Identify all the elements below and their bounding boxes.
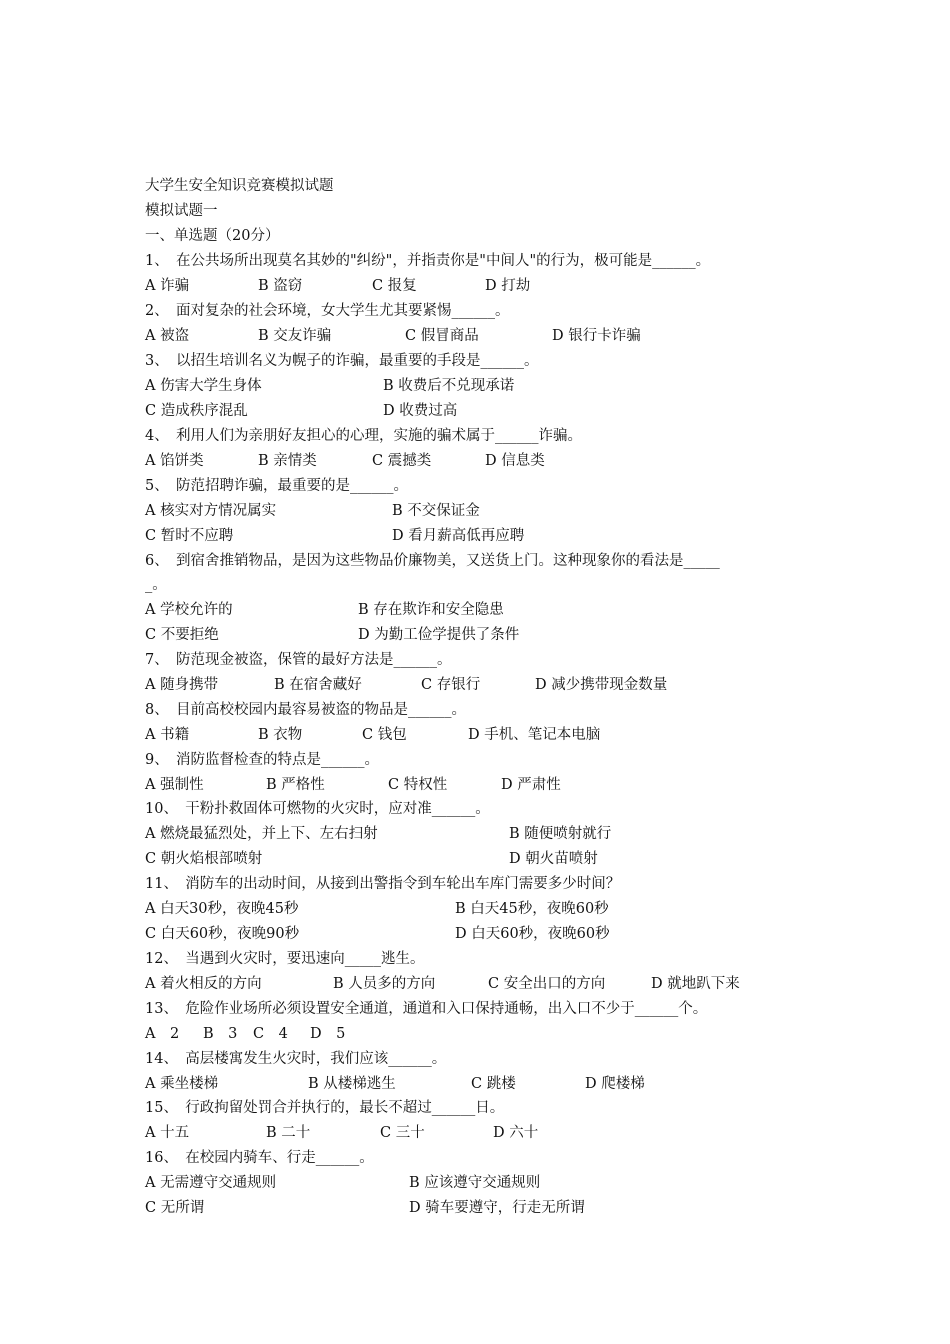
question-5: 5、 防范招聘诈骗，最重要的是______。 — [145, 478, 408, 494]
options-row — [145, 922, 825, 946]
option-c: C 跳楼 — [471, 1076, 516, 1092]
exam-subtitle: 模拟试题一 — [145, 203, 218, 219]
option-a: A 十五 — [145, 1125, 190, 1141]
option-b: B 盗窃 — [258, 278, 303, 294]
option-d: D 就地趴下来 — [651, 976, 740, 992]
option-c: C 4 — [253, 1026, 288, 1042]
option-d: D 为勤工俭学提供了条件 — [358, 627, 520, 643]
options-row — [145, 1072, 825, 1096]
options-row — [145, 1022, 825, 1046]
option-b: B 严格性 — [266, 777, 325, 793]
option-b: B 二十 — [266, 1125, 311, 1141]
options-row — [145, 449, 825, 473]
option-d: D 5 — [310, 1026, 346, 1042]
options-row — [145, 822, 825, 846]
option-a: A 馅饼类 — [145, 453, 204, 469]
option-b: B 衣物 — [258, 727, 303, 743]
option-d: D 信息类 — [485, 453, 545, 469]
option-a: A 2 — [145, 1026, 180, 1042]
question-7: 7、 防范现金被盗，保管的最好方法是______。 — [145, 652, 452, 668]
question-16: 16、 在校园内骑车、行走______。 — [145, 1150, 374, 1166]
options-row — [145, 972, 825, 996]
option-d: D 白天60秒，夜晚60秒 — [455, 926, 610, 942]
option-c: C 暂时不应聘 — [145, 528, 234, 544]
option-d: D 爬楼梯 — [585, 1076, 645, 1092]
options-row — [145, 1196, 825, 1220]
question-2: 2、 面对复杂的社会环境，女大学生尤其要紧惕______。 — [145, 303, 510, 319]
options-row — [145, 399, 825, 423]
options-row — [145, 897, 825, 921]
question-4: 4、 利用人们为亲朋好友担心的心理，实施的骗术属于______诈骗。 — [145, 428, 582, 444]
option-d: D 骑车要遵守，行走无所谓 — [409, 1200, 585, 1216]
option-d: D 打劫 — [485, 278, 531, 294]
option-d: D 银行卡诈骗 — [552, 328, 641, 344]
options-row — [145, 499, 825, 523]
option-d: D 朝火苗喷射 — [509, 851, 598, 867]
option-c: C 安全出口的方向 — [488, 976, 606, 992]
section-heading: 一、单选题（20分） — [145, 228, 280, 244]
option-b: B 白天45秒，夜晚60秒 — [455, 901, 609, 917]
option-d: D 手机、笔记本电脑 — [468, 727, 601, 743]
option-b: B 从楼梯逃生 — [308, 1076, 396, 1092]
option-a: A 随身携带 — [145, 677, 219, 693]
options-row — [145, 524, 825, 548]
question-15: 15、 行政拘留处罚合并执行的，最长不超过______日。 — [145, 1100, 505, 1116]
option-c: C 钱包 — [362, 727, 407, 743]
options-row — [145, 1121, 825, 1145]
option-c: C 存银行 — [421, 677, 481, 693]
option-a: A 燃烧最猛烈处，并上下、左右扫射 — [145, 826, 378, 842]
options-row — [145, 374, 825, 398]
question-9: 9、 消防监督检查的特点是______。 — [145, 752, 379, 768]
option-a: A 核实对方情况属实 — [145, 503, 277, 519]
option-b: B 收费后不兑现承诺 — [383, 378, 515, 394]
option-a: A 诈骗 — [145, 278, 190, 294]
option-a: A 无需遵守交通规则 — [145, 1175, 277, 1191]
option-c: C 白天60秒，夜晚90秒 — [145, 926, 300, 942]
option-c: C 朝火焰根部喷射 — [145, 851, 263, 867]
question-6 — [145, 549, 720, 599]
options-row — [145, 673, 825, 697]
question-6-line-1: 6、 到宿舍推销物品，是因为这些物品价廉物美，又送货上门。这种现象你的看法是_____ — [145, 553, 720, 569]
option-b: B 存在欺诈和安全隐患 — [358, 602, 504, 618]
option-c: C 震撼类 — [372, 453, 432, 469]
question-14: 14、 高层楼寓发生火灾时，我们应该______。 — [145, 1051, 447, 1067]
option-a: A 被盗 — [145, 328, 190, 344]
option-d: D 看月薪高低再应聘 — [392, 528, 525, 544]
option-d: D 六十 — [493, 1125, 539, 1141]
option-b: B 随便喷射就行 — [509, 826, 612, 842]
option-c: C 特权性 — [388, 777, 448, 793]
question-3: 3、 以招生培训名义为幌子的诈骗，最重要的手段是______。 — [145, 353, 539, 369]
option-d: D 减少携带现金数量 — [535, 677, 668, 693]
options-row — [145, 773, 825, 797]
option-a: A 白天30秒，夜晚45秒 — [145, 901, 299, 917]
options-row — [145, 623, 825, 647]
option-b: B 3 — [203, 1026, 238, 1042]
option-c: C 无所谓 — [145, 1200, 205, 1216]
option-b: B 人员多的方向 — [333, 976, 436, 992]
question-12: 12、 当遇到火灾时，要迅速向_____逃生。 — [145, 951, 425, 967]
option-a: A 书籍 — [145, 727, 190, 743]
question-13: 13、 危险作业场所必须设置安全通道，通道和入口保持通畅，出入口不少于______个。 — [145, 1001, 708, 1017]
document-title: 大学生安全知识竞赛模拟试题 — [145, 178, 334, 194]
options-row — [145, 723, 825, 747]
options-row — [145, 1171, 825, 1195]
option-a: A 学校允许的 — [145, 602, 233, 618]
option-d: D 收费过高 — [383, 403, 458, 419]
option-b: B 应该遵守交通规则 — [409, 1175, 541, 1191]
question-10: 10、 干粉扑救固体可燃物的火灾时，应对准______。 — [145, 801, 490, 817]
option-a: A 着火相反的方向 — [145, 976, 262, 992]
options-row — [145, 598, 825, 622]
options-row — [145, 324, 825, 348]
option-b: B 亲情类 — [258, 453, 317, 469]
option-b: B 在宿舍藏好 — [274, 677, 362, 693]
options-row — [145, 847, 825, 871]
option-c: C 不要拒绝 — [145, 627, 219, 643]
option-c: C 三十 — [380, 1125, 425, 1141]
option-b: B 不交保证金 — [392, 503, 480, 519]
question-6-line-2: _。 — [145, 577, 167, 593]
option-a: A 乘坐楼梯 — [145, 1076, 219, 1092]
option-c: C 假冒商品 — [405, 328, 479, 344]
question-8: 8、 目前高校校园内最容易被盗的物品是______。 — [145, 702, 466, 718]
option-c: C 造成秩序混乱 — [145, 403, 248, 419]
question-1: 1、 在公共场所出现莫名其妙的"纠纷"，并指责你是"中间人"的行为，极可能是______。 — [145, 253, 711, 269]
option-d: D 严肃性 — [501, 777, 561, 793]
option-a: A 伤害大学生身体 — [145, 378, 262, 394]
options-row — [145, 274, 825, 298]
option-c: C 报复 — [372, 278, 417, 294]
option-b: B 交友诈骗 — [258, 328, 332, 344]
option-a: A 强制性 — [145, 777, 204, 793]
question-11: 11、 消防车的出动时间，从接到出警指令到车轮出车库门需要多少时间？ — [145, 876, 621, 892]
